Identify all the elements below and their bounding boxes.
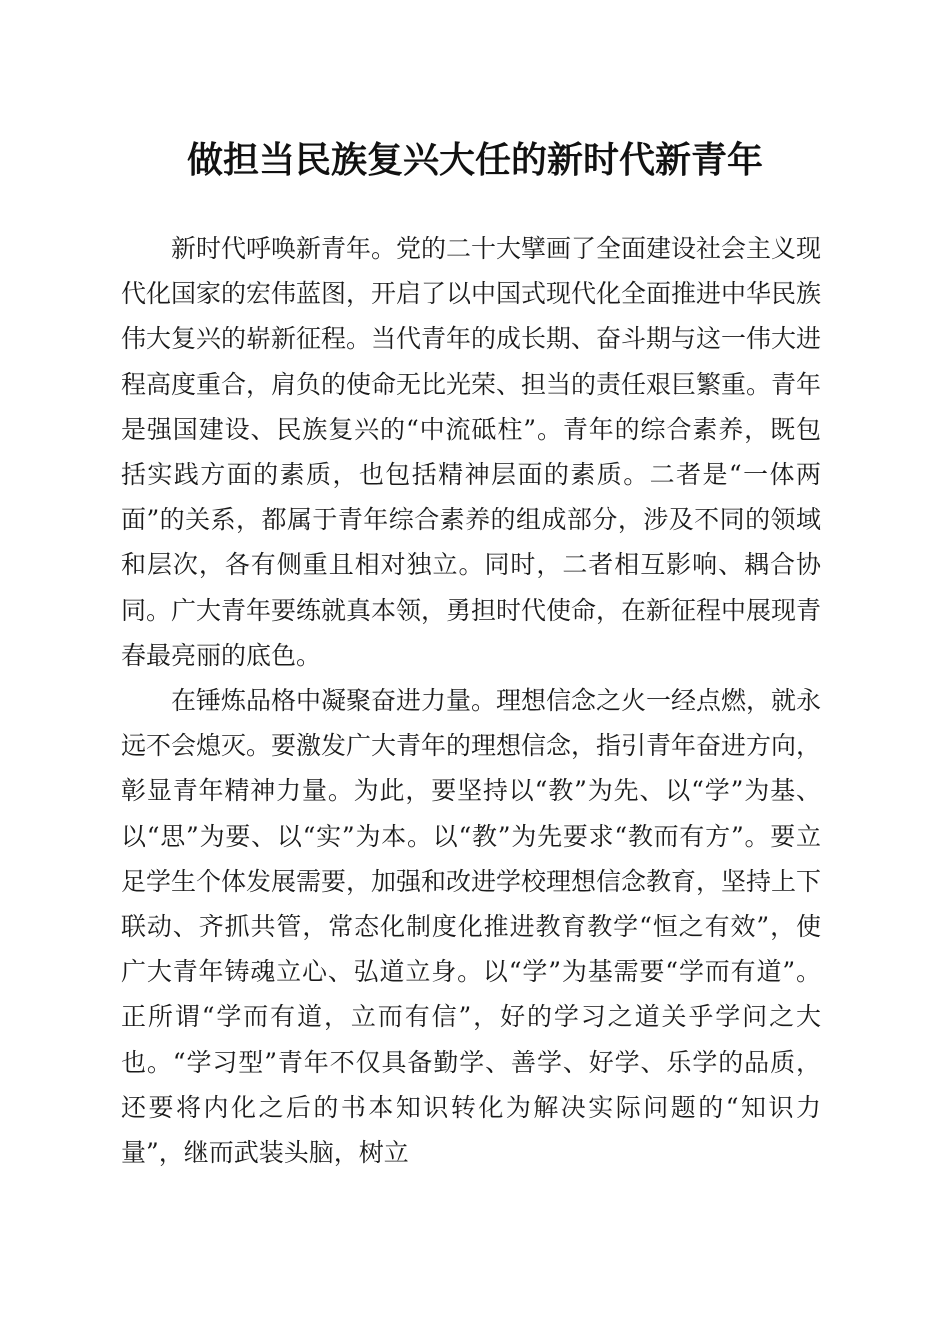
paragraph-1: 新时代呼唤新青年。党的二十大擘画了全面建设社会主义现代化国家的宏伟蓝图，开启了以中国式现代化全面推进中华民族伟大复兴的崭新征程。当代青年的成长期、奋斗期与这一伟大进程高度重合，肩负的使命无比光荣、担当的责任艰巨繁重。青年是强国建设、民族复兴的“中流砥柱”。青年的综合素养，既包括实践方面的素质，也包括精神层面的素质。二者是“一体两面”的关系，都属于青年综合素养的组成部分，涉及不同的领域和层次，各有侧重且相对独立。同时，二者相互影响、耦合协同。广大青年要练就真本领，勇担时代使命，在新征程中展现青春最亮丽的底色。 bbox=[121, 234, 822, 670]
document-title: 做担当民族复兴大任的新时代新青年 bbox=[186, 139, 763, 181]
paragraph-2: 在锤炼品格中凝聚奋进力量。理想信念之火一经点燃，就永远不会熄灭。要激发广大青年的理想信念，指引青年奋进方向，彰显青年精神力量。为此，要坚持以“教”为先、以“学”为基、以“思”为要、以“实”为本。以“教”为先要求“教而有方”。要立足学生个体发展需要，加强和改进学校理想信念教育，坚持上下联动、齐抓共管，常态化制度化推进教育教学“恒之有效”，使广大青年铸魂立心、弘道立身。以“学”为基需要“学而有道”。正所谓“学而有道，立而有信”，好的学习之道关乎学问之大也。“学习型”青年不仅具备勤学、善学、好学、乐学的品质，还要将内化之后的书本知识转化为解决实际问题的“知识力量”，继而武装头脑，树立 bbox=[121, 686, 822, 1168]
document-body bbox=[121, 226, 821, 1175]
